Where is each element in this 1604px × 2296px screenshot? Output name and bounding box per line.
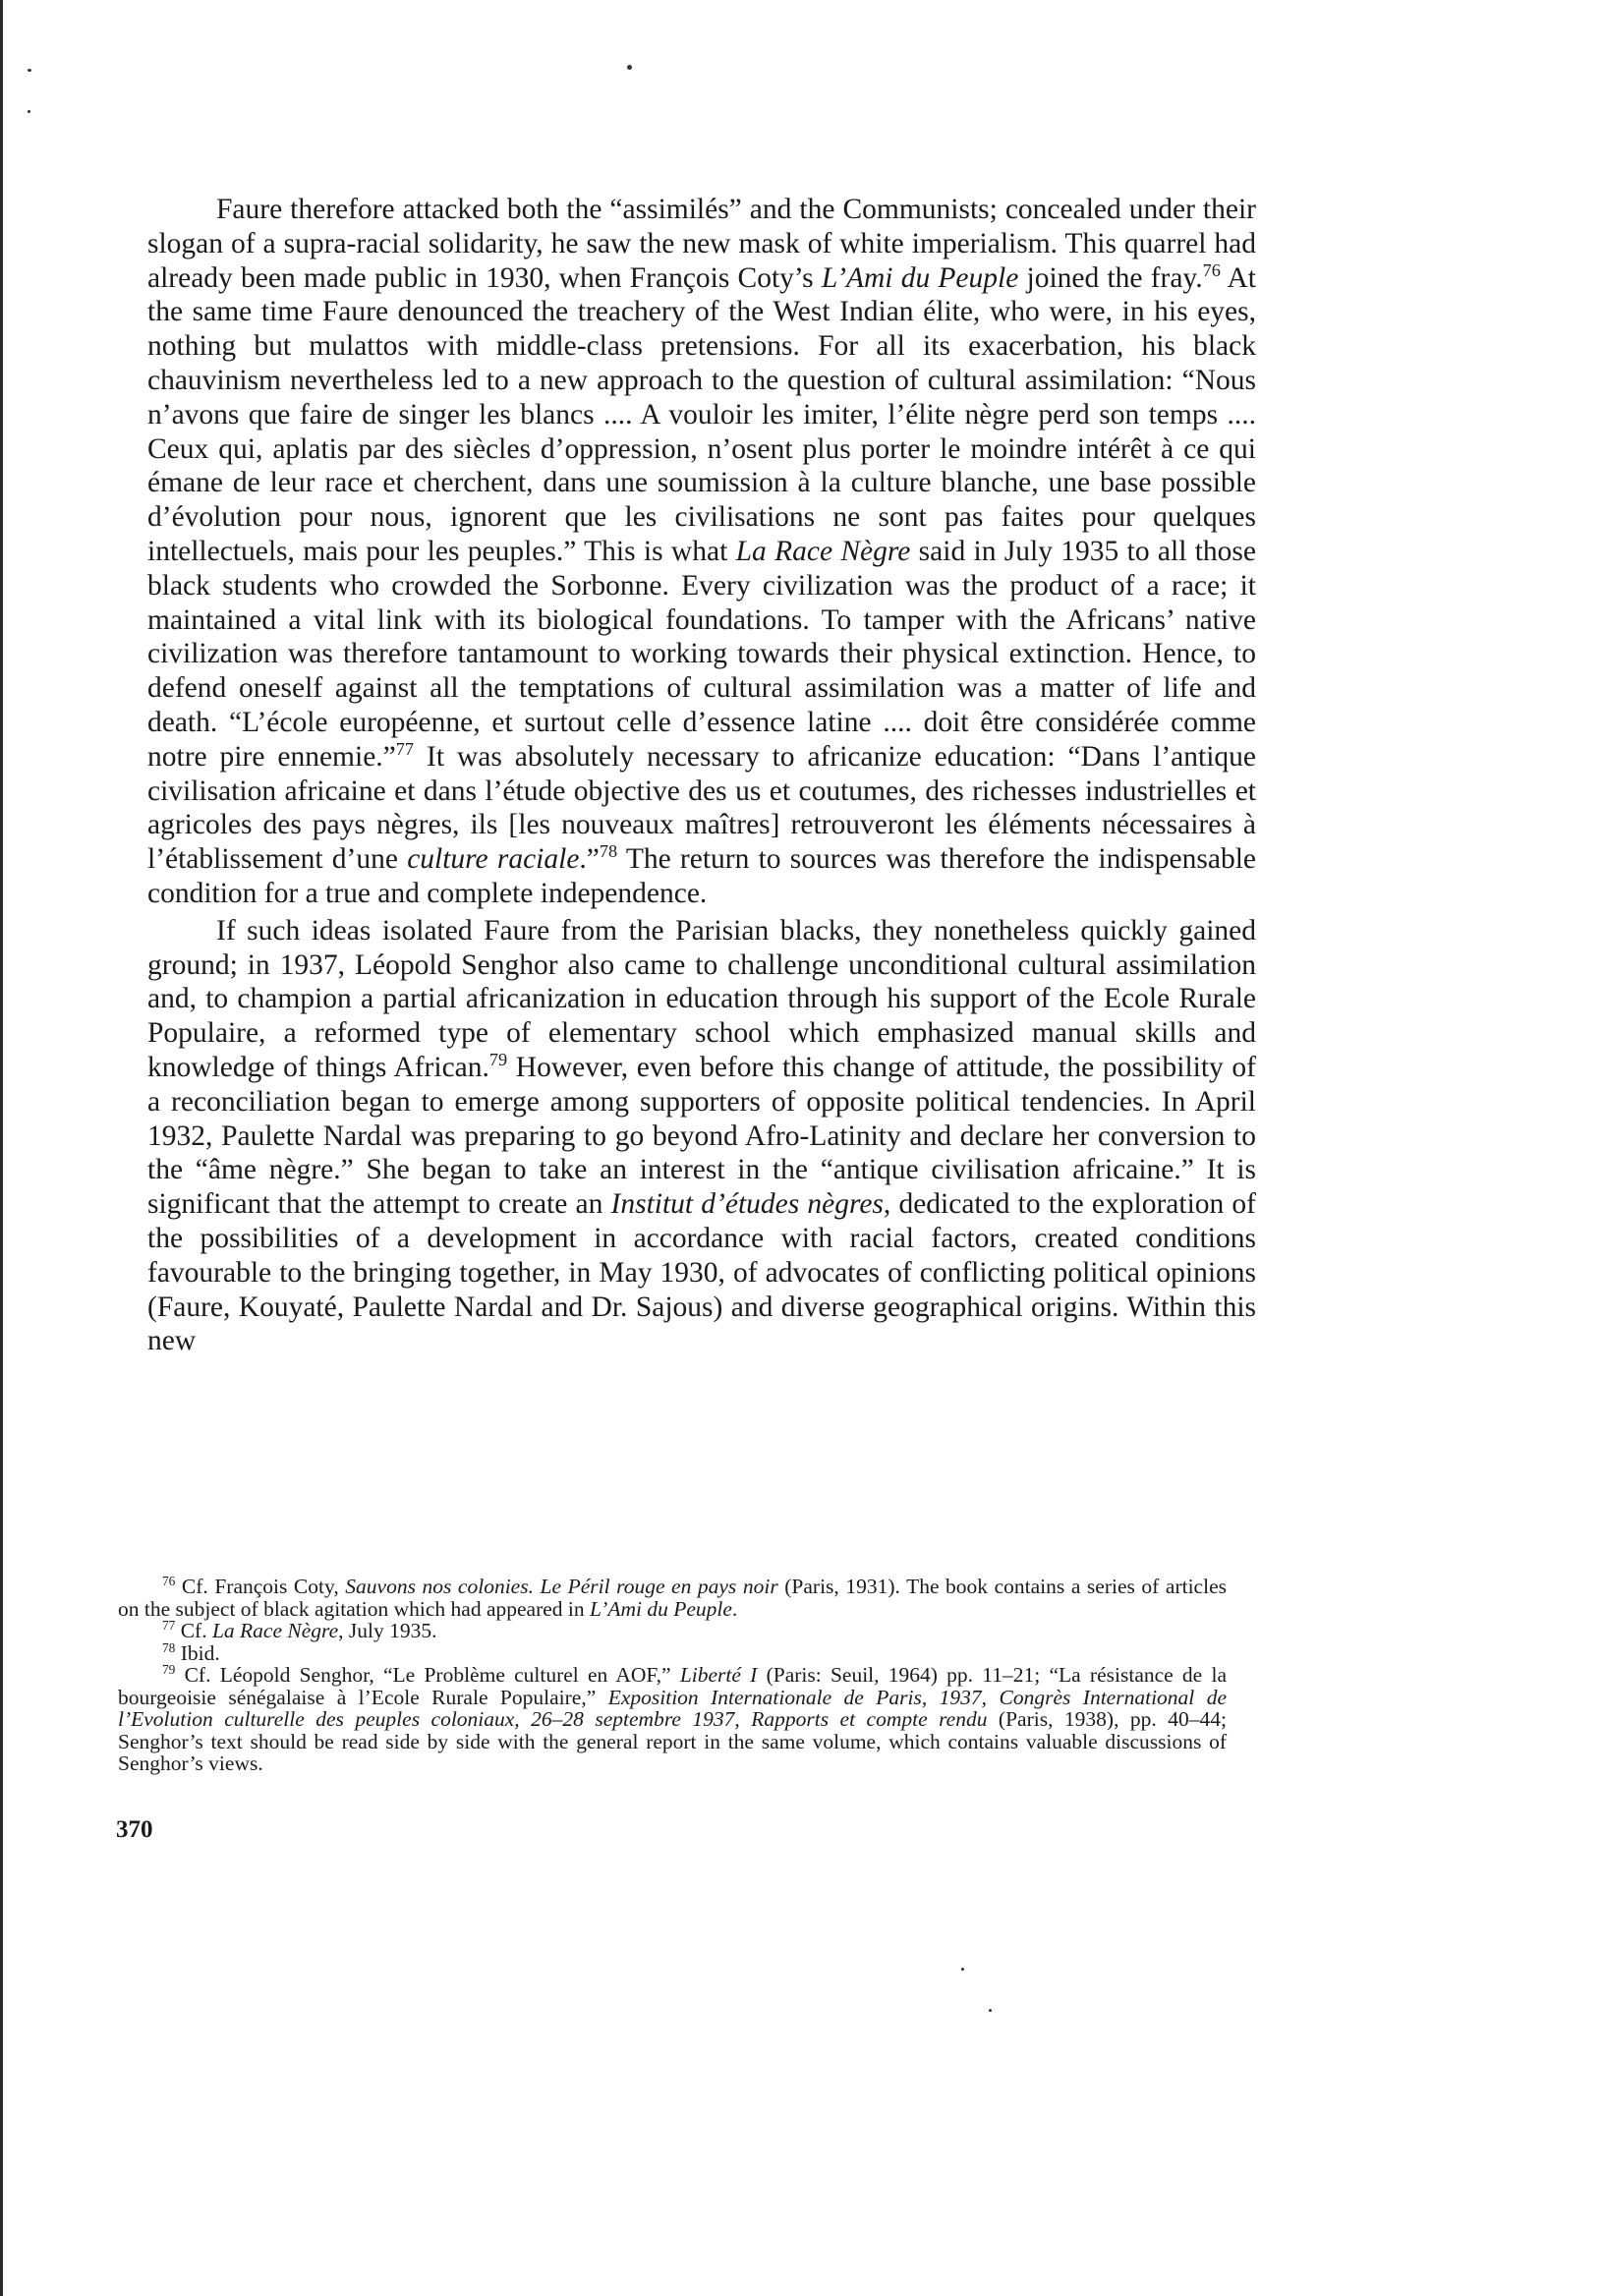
note-reference: 76 [162,1573,176,1588]
text-run: However, even before this change of attitude, the possibility of a reconciliation began to emerge among supporters of opposite political tendencies. In April 1932, Paulette Nardal was preparing to go beyond Afro-Latinity and declare her conversion to the “âme nègre.” She began to take an interest in the “antique civilisation africaine.” It is significant that the attempt to create an [147,1051,1257,1221]
text-run: .” [579,843,600,876]
text-run: joined the fray. [1018,261,1203,294]
page-number: 370 [116,1816,153,1843]
note-reference: 78 [599,841,618,862]
footnotes [118,1573,1227,1775]
text-run: . [731,1596,738,1621]
scan-speck [627,65,632,70]
scan-speck [28,110,30,113]
text-run: Cf. [175,1619,212,1642]
footnote [118,1617,1227,1642]
text-run: said in July 1935 to all those black students who crowded the Sorbonne. Every civilization was the product of a race; it maintained a vital link with its biological foundations. To tamper with the Africans’ native civilization was therefore tantamount to working towards their physical extinction. Hence, to defend oneself against all the temptations of cultural assimilation was a matter of life and death. “L’école européenne, et surtout celle d’essence latine .... doit être considérée comme notre pire ennemie.” [147,535,1256,773]
italic-text: La Race Nègre [211,1619,339,1642]
text-run: , July 1935. [338,1619,437,1642]
italic-text: Sauvons nos colonies. Le Péril rouge en pays noir [345,1575,778,1598]
note-reference: 77 [162,1617,176,1633]
text-run: The return to sources was therefore the indispensable condition for a true and complete independence. [147,843,1256,909]
paragraph [147,193,1256,911]
italic-text: La Race Nègre [735,535,911,567]
scan-speck [989,2009,992,2012]
italic-text: L’Ami du Peuple [821,261,1019,294]
text-run: (Paris, 1938), pp. 40–44; Senghor’s text should be read side by side with the general report in the same volume, which contains valuable discussions of Senghor’s views. [118,1707,1227,1775]
footnote [118,1639,1227,1665]
text-run: , dedicated to the exploration of the possibilities of a development in accordance with racial factors, created conditions favourable to the bringing together, in May 1930, of advocates of conflicting political opinions (Faure, Kouyaté, Paulette Nardal and Dr. Sajous) and diverse geographical origins. Within this new [147,1188,1256,1357]
paragraph [147,914,1256,1358]
text-run: Cf. Léopold Senghor, “Le Problème culturel en AOF,” [175,1663,680,1687]
note-reference: 79 [488,1050,508,1070]
note-reference: 77 [395,738,415,759]
body-text [147,193,1256,1358]
note-reference: 78 [162,1639,176,1655]
text-run: At the same time Faure denounced the treachery of the West Indian élite, who were, in his eyes, nothing but mulattos with middle-class pretensions. For all its exacerbation, his black chauvinism nevertheless led to a new approach to the question of cultural assimilation: “Nous n’avons que faire de singer les blancs .... A vouloir les imiter, l’élite nègre perd son temps .... Ceux qui, aplatis par des siècles d’oppression, n’osent plus porter le moindre intérêt à ce qui émane de leur race et cherchent, dans une soumission à la culture blanche, une base possible d’évolution pour nous, ignorent que les civilisations ne sont pas faites pour quelques intellectuels, mais pour les peuples.” This is what [147,261,1256,567]
italic-text: Institut d’études nègres [610,1188,884,1221]
text-run: Cf. François Coty, [175,1575,346,1598]
note-reference: 79 [162,1661,176,1677]
scan-speck [961,1968,964,1971]
italic-text: culture raciale [407,843,580,876]
italic-text: Liberté I [679,1663,758,1687]
text-run: (Paris: Seuil, 1964) pp. 11–21; “La résistance de la bourgeoisie sénégalaise à l’Ecole Rurale Populaire,” [118,1663,1227,1709]
text-run: If such ideas isolated Faure from the Parisian blacks, they nonetheless quickly gained ground; in 1937, Léopold Senghor also came to challenge unconditional cultural assimilation and, to champion a partial africanization in education through his support of the Ecole Rurale Populaire, a reformed type of elementary school which emphasized manual skills and knowledge of things African. [147,914,1256,1083]
footnote [118,1661,1227,1775]
text-run: (Paris, 1931). The book contains a series of articles on the subject of black agitation which had appeared in [118,1575,1227,1621]
italic-text: Exposition Internationale de Paris, 1937, Congrès International de l’Evolution culturelle des peuples coloniaux, 26–28 septembre 1937, Rapports et compte rendu [118,1685,1227,1731]
footnote [118,1573,1227,1621]
text-run: Faure therefore attacked both the “assimilés” and the Communists; concealed under their slogan of a supra-racial solidarity, he saw the new mask of white imperialism. This quarrel had already been made public in 1930, when François Coty’s [147,194,1256,294]
note-reference: 76 [1202,259,1221,280]
italic-text: L’Ami du Peuple [590,1596,732,1621]
text-run: Ibid. [175,1640,220,1665]
text-run: It was absolutely necessary to africanize education: “Dans l’antique civilisation africaine et dans l’étude objective des us et coutumes, des richesses industrielles et agricoles des pays nègres, ils [les nouveaux maîtres] retrouveront les éléments nécessaires à l’établissement d’une [147,740,1257,876]
scan-edge [0,0,3,2296]
scan-speck [28,69,31,72]
